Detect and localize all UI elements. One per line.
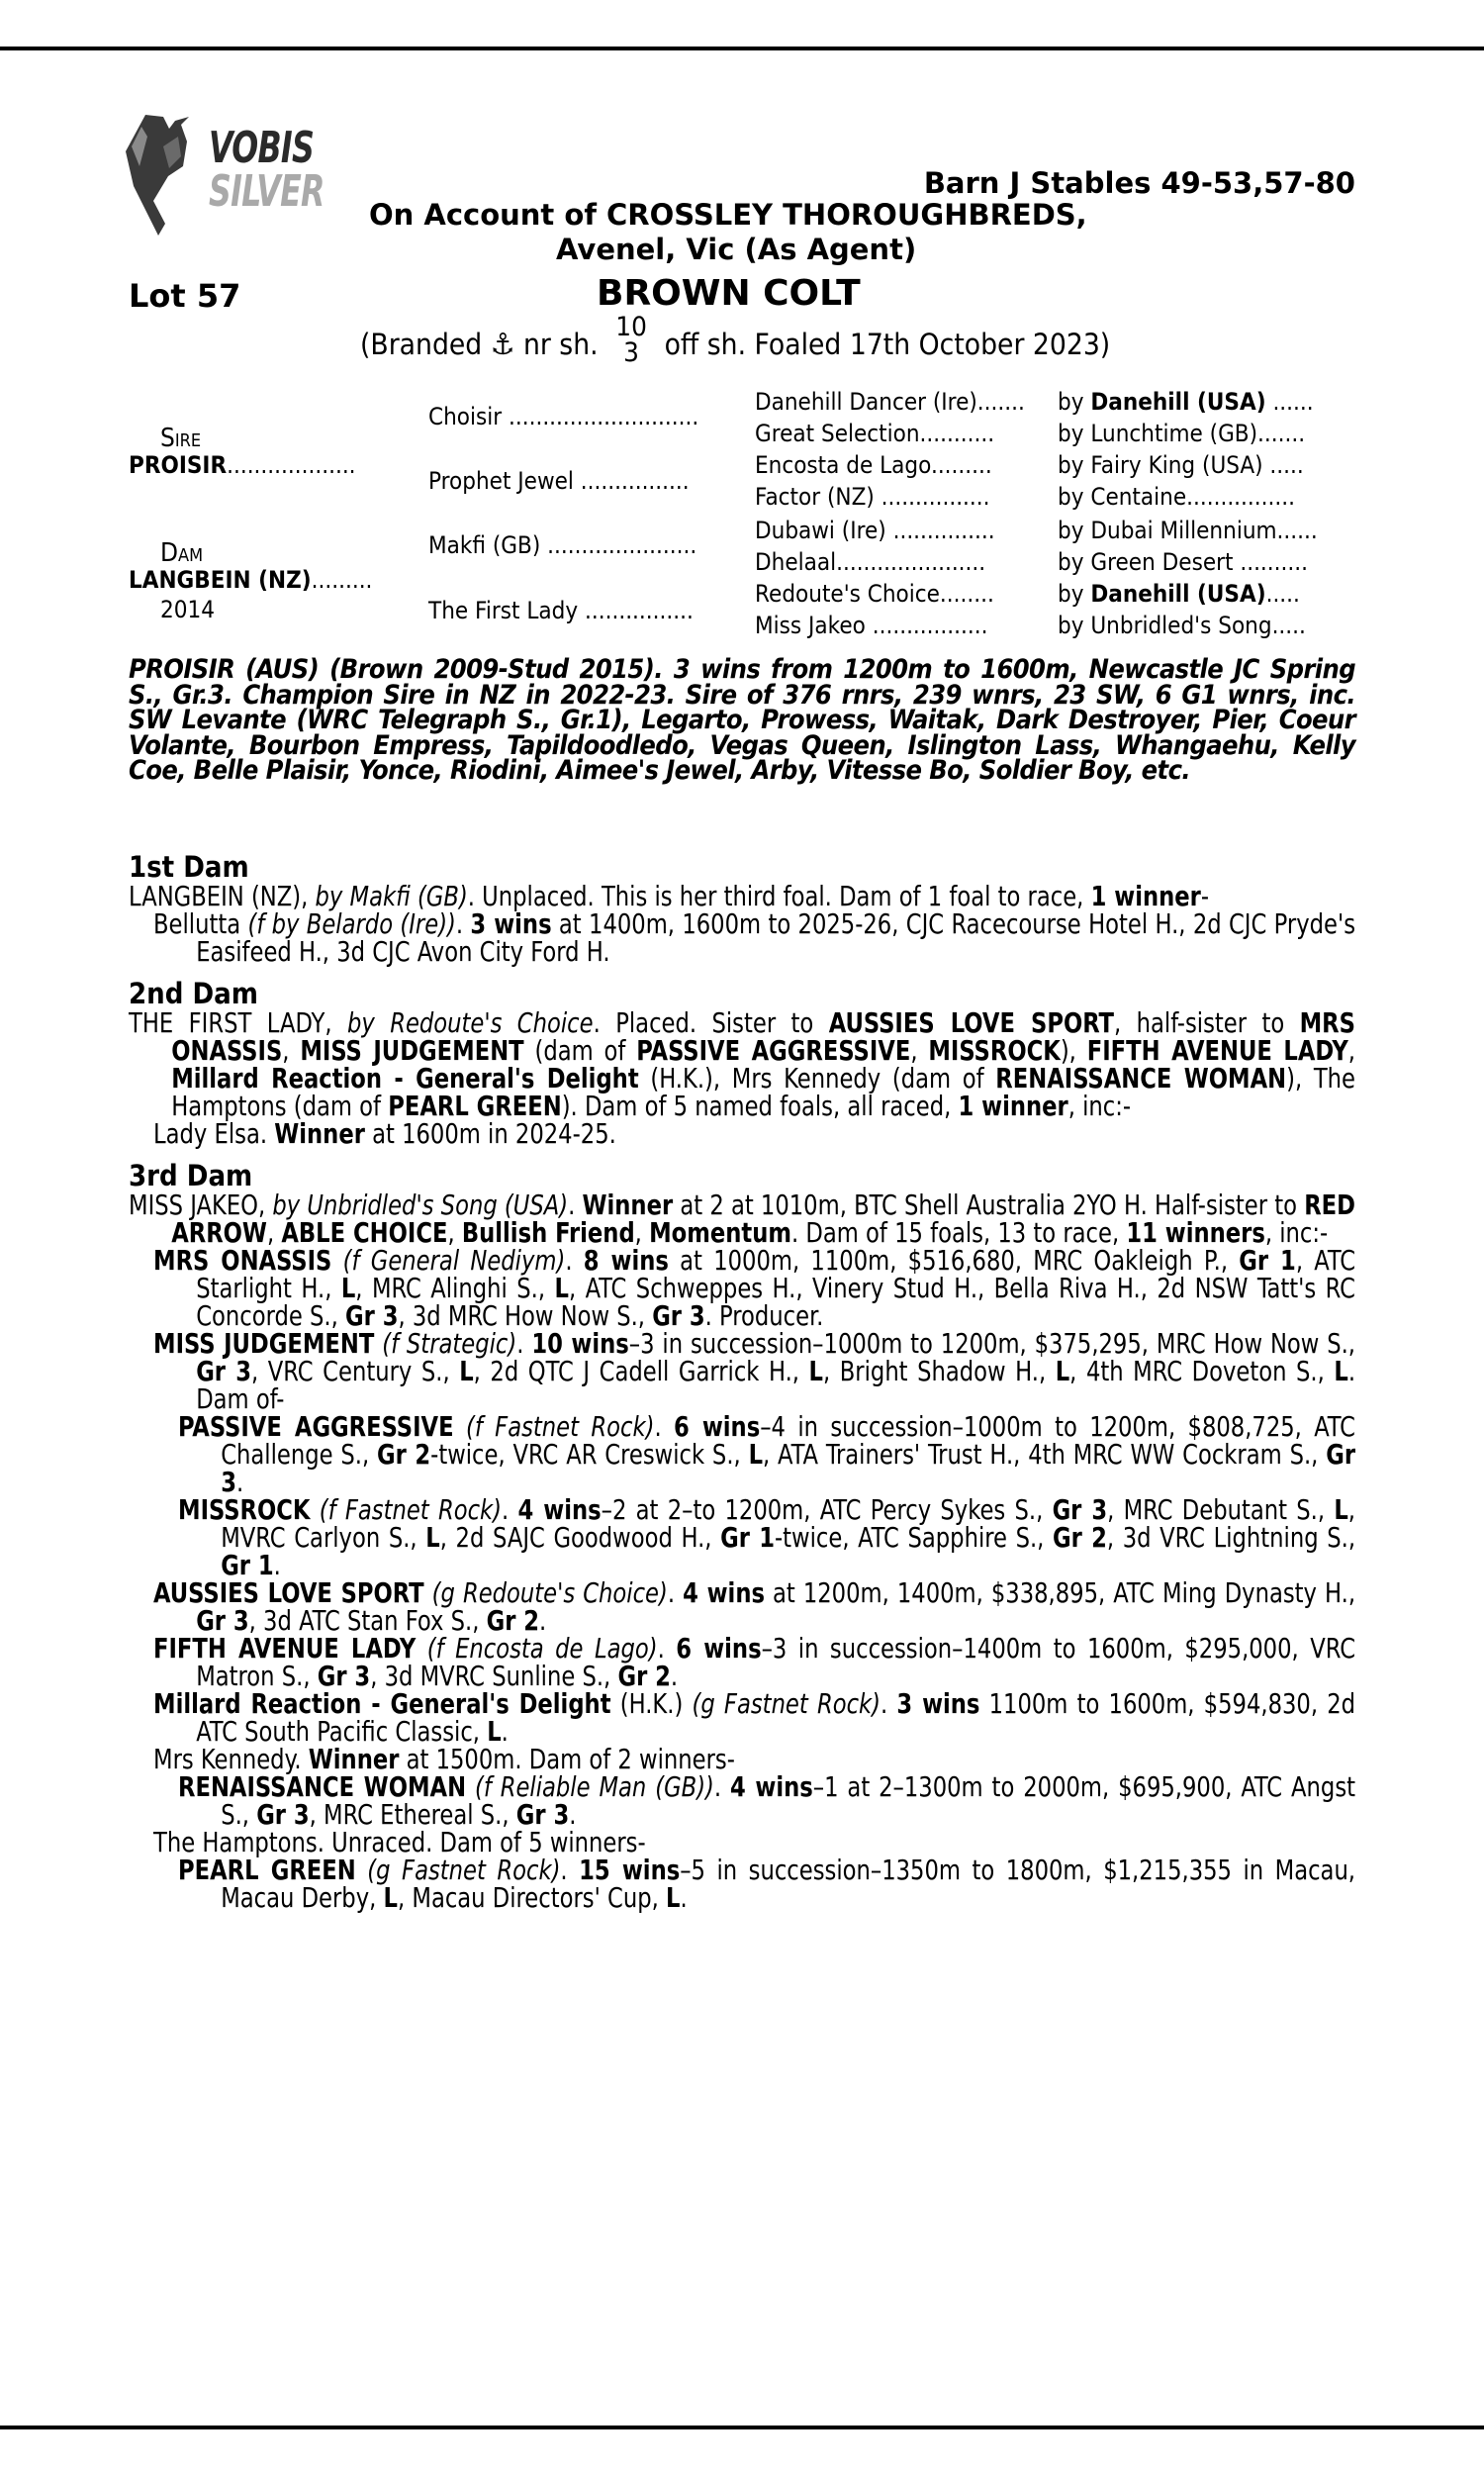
bold-text: Millard Reaction - General's Delight (171, 1062, 639, 1094)
text: , MRC Debutant S., (1107, 1493, 1335, 1526)
bold-text: L (1334, 1355, 1348, 1387)
brand-description (360, 312, 1111, 375)
dam-entry (153, 1327, 1356, 1415)
dam-section-heading: 1st Dam (129, 850, 249, 884)
bold-text: Gr 3 (317, 1660, 371, 1692)
bold-text: Winner (274, 1117, 365, 1150)
text: . (654, 1410, 675, 1443)
text: , 2d QTC J Cadell Garrick H., (473, 1355, 809, 1387)
granddam-paternal: Prophet Jewel ................ (428, 467, 690, 495)
bold-text: Gr 3 (652, 1299, 705, 1332)
text: 1100m to 1600m, $594,830, 2d ATC South Pacific Classic, (196, 1687, 1356, 1748)
vendor-line-2: Avenel, Vic (As Agent) (556, 233, 917, 266)
bold-text: L (425, 1521, 440, 1554)
bold-text: AUSSIES LOVE SPORT (828, 1006, 1115, 1039)
text: . (881, 1687, 897, 1720)
bold-text: 1 winner (1090, 880, 1201, 912)
text: THE FIRST LADY, (129, 1006, 347, 1039)
italic-text: (f General Nediym) (342, 1244, 566, 1277)
text: , VRC Century S., (251, 1355, 460, 1387)
brand-prefix: (Branded (360, 328, 483, 361)
text: . Producer. (704, 1299, 824, 1332)
text: . (565, 1244, 584, 1277)
text: ). Dam of 5 named foals, all raced, (561, 1090, 959, 1122)
bold-text: Winner (308, 1743, 400, 1775)
text: , inc:- (1264, 1216, 1329, 1249)
text: at 1600m in 2024-25. (364, 1117, 616, 1150)
bold-text: L (459, 1355, 474, 1387)
great-grandparent-1: Danehill Dancer (Ire)....... (755, 388, 1025, 416)
bold-text: Gr 1 (1239, 1244, 1296, 1277)
grandsire-maternal: Makfi (GB) ...................... (428, 531, 697, 559)
ggp-sire-1: by Danehill (USA) ...... (1058, 388, 1314, 416)
text: at 1200m, 1400m, $338,895, ATC Ming Dynasty H., (764, 1576, 1356, 1609)
bold-text: FIFTH AVENUE LADY (1086, 1034, 1348, 1067)
bold-text: MISS JUDGEMENT (153, 1327, 375, 1360)
text: (H.K.) (610, 1687, 693, 1720)
bold-text: MRS ONASSIS (171, 1006, 1355, 1067)
dam-entry (153, 1687, 1356, 1748)
italic-text: (g Fastnet Rock) (692, 1687, 881, 1720)
text: , (266, 1216, 282, 1249)
dam-section (129, 1160, 1355, 1912)
text: (dam of (523, 1034, 637, 1067)
bold-text: 1 winner (958, 1090, 1068, 1122)
bold-text: ABLE CHOICE (281, 1216, 448, 1249)
text: . (680, 1881, 688, 1914)
bold-text: 3 wins (470, 907, 552, 940)
text: . (539, 1604, 547, 1637)
italic-text: (f Strategic) (382, 1327, 517, 1360)
text: –1 at 2–1300m to 2000m, $695,900, ATC Angst S., (221, 1770, 1356, 1831)
bold-text: L (666, 1881, 681, 1914)
italic-text: (f Reliable Man (GB)) (474, 1770, 714, 1803)
text: , 3d MVRC Sunline S., (370, 1660, 618, 1692)
great-grandparent-7: Redoute's Choice........ (755, 580, 994, 608)
bold-text: 15 wins (579, 1854, 681, 1886)
italic-text: by Unbridled's Song (USA) (272, 1189, 569, 1221)
dam-entry (153, 1632, 1356, 1692)
bold-text: Winner (582, 1189, 674, 1221)
bold-text: 10 wins (531, 1327, 629, 1360)
bold-text: Millard Reaction - General's Delight (153, 1687, 611, 1720)
dam-entry (153, 1244, 1356, 1332)
text: . (502, 1493, 518, 1526)
bold-text: RENAISSANCE WOMAN (178, 1770, 467, 1803)
lot-number: Lot 57 (129, 277, 241, 315)
grandsire-paternal: Choisir ............................ (428, 403, 699, 430)
text: , ATC Schweppes H., Vinery Stud H., Bella Riva H., 2d NSW Tatt's RC Concorde S., (196, 1272, 1355, 1332)
italic-text: (f Fastnet Rock) (319, 1493, 503, 1526)
bottom-rule (0, 2426, 1484, 2429)
text: (H.K.), Mrs Kennedy (dam of (638, 1062, 996, 1094)
bold-text: Gr 2 (1053, 1521, 1107, 1554)
dam-entry (178, 1493, 1356, 1581)
barn-stables: Barn J Stables 49-53,57-80 (923, 166, 1355, 200)
text: ), (1060, 1034, 1087, 1067)
text: , (634, 1216, 650, 1249)
top-rule (0, 47, 1484, 50)
dam-entry (153, 1743, 1355, 1775)
text: -twice, VRC AR Creswick S., (430, 1438, 749, 1471)
bold-text: L (748, 1438, 764, 1471)
great-grandparent-6: Dhelaal...................... (755, 548, 986, 576)
brand-suffix: off sh. Foaled 17th October 2023) (664, 328, 1111, 361)
dam-entry (153, 907, 1356, 968)
bold-text: Gr 3 (1052, 1493, 1108, 1526)
bold-text: 11 winners (1126, 1216, 1265, 1249)
bold-text: RED ARROW (171, 1189, 1356, 1249)
text: , MRC Ethereal S., (309, 1798, 516, 1831)
dam-entry (178, 1770, 1356, 1831)
text: –5 in succession–1350m to 1800m, $1,215,355 in Macau, Macau Derby, (221, 1854, 1356, 1914)
text: Lady Elsa. (153, 1117, 275, 1150)
brand-fraction-top: 10 (615, 312, 647, 342)
bold-text: PASSIVE AGGRESSIVE (636, 1034, 911, 1067)
text: , (910, 1034, 929, 1067)
text: , 3d MRC How Now S., (398, 1299, 653, 1332)
great-grandparent-2: Great Selection........... (755, 420, 995, 447)
text: , MVRC Carlyon S., (221, 1493, 1356, 1554)
text: ), The Hamptons (dam of (171, 1062, 1355, 1122)
bold-text: Gr 2 (617, 1660, 671, 1692)
bold-text: 4 wins (730, 1770, 813, 1803)
dam-entry (178, 1856, 1355, 1912)
dam-section (129, 851, 1355, 966)
horse-rider-emblem-icon (124, 107, 193, 240)
text: , 2d SAJC Goodwood H., (439, 1521, 721, 1554)
bold-text: MISSROCK (178, 1493, 311, 1526)
bold-text: 8 wins (583, 1244, 669, 1277)
bold-text: PASSIVE AGGRESSIVE (178, 1410, 454, 1443)
dam-name: LANGBEIN (NZ)......... (129, 566, 373, 594)
text: –4 in succession–1000m to 1200m, $808,725, ATC Challenge S., (221, 1410, 1356, 1471)
bold-text: FIFTH AVENUE LADY (153, 1632, 417, 1665)
great-grandparent-4: Factor (NZ) ................ (755, 483, 990, 511)
text: , MRC Alinghi S., (355, 1272, 555, 1304)
italic-text: (f by Belardo (Ire)) (247, 907, 456, 940)
text: , 3d VRC Lightning S., (1106, 1521, 1356, 1554)
bold-text: L (340, 1272, 356, 1304)
text: . (657, 1632, 677, 1665)
bold-text: Momentum (649, 1216, 791, 1249)
dam-entry (153, 1576, 1356, 1637)
bold-text: Gr 1 (720, 1521, 775, 1554)
text: , Macau Directors' Cup, (397, 1881, 667, 1914)
text: . (455, 907, 471, 940)
text: The Hamptons. Unraced. Dam of 5 winners- (153, 1826, 646, 1858)
text: , (282, 1034, 301, 1067)
text: , ATA Trainers' Trust H., 4th MRC WW Cockram S., (763, 1438, 1327, 1471)
text: MISS JAKEO, (129, 1189, 273, 1221)
bold-text: MRS ONASSIS (153, 1244, 332, 1277)
text: LANGBEIN (NZ) (129, 880, 302, 912)
bold-text: MISS JUDGEMENT (300, 1034, 524, 1067)
text: . (568, 1189, 583, 1221)
dam-label: Dam (160, 538, 204, 568)
text: -twice, ATC Sapphire S., (774, 1521, 1054, 1554)
dam-section-heading: 3rd Dam (129, 1159, 253, 1192)
bold-text: Gr 3 (196, 1355, 252, 1387)
dam-entry (129, 1006, 1355, 1122)
text: . Dam of- (196, 1355, 1356, 1415)
dam-entry (129, 1191, 1355, 1247)
text: , inc:- (1067, 1090, 1132, 1122)
bold-text: RENAISSANCE WOMAN (995, 1062, 1287, 1094)
dam-sections (129, 851, 1355, 1912)
italic-text: by Makfi (GB) (315, 880, 468, 912)
logo-word-vobis: VOBIS (209, 123, 315, 173)
bold-text: Gr 1 (221, 1549, 274, 1581)
brand-near-side: nr sh. (522, 328, 599, 361)
text: at 1500m. Dam of 2 winners- (399, 1743, 735, 1775)
text: , half-sister to (1114, 1006, 1300, 1039)
text: . (670, 1660, 679, 1692)
ggp-sire-4: by Centaine................ (1058, 483, 1295, 511)
bold-text: L (1055, 1355, 1070, 1387)
ggp-sire-7: by Danehill (USA)..... (1058, 580, 1300, 608)
sire-name: PROISIR................... (129, 451, 356, 479)
italic-text: (g Fastnet Rock) (367, 1854, 561, 1886)
dam-section (129, 978, 1355, 1148)
great-grandparent-3: Encosta de Lago......... (755, 451, 992, 479)
text: . Placed. Sister to (593, 1006, 829, 1039)
text: at 1000m, 1100m, $516,680, MRC Oakleigh P., (668, 1244, 1240, 1277)
bold-text: 4 wins (683, 1576, 765, 1609)
bold-text: L (487, 1715, 502, 1748)
italic-text: (f Encosta de Lago) (426, 1632, 658, 1665)
ggp-sire-3: by Fairy King (USA) ..... (1058, 451, 1304, 479)
bold-text: Gr 2 (377, 1438, 431, 1471)
bold-text: Gr 3 (221, 1438, 1356, 1498)
dam-foaled-year: 2014 (160, 596, 215, 623)
bold-text: 6 wins (674, 1410, 761, 1443)
text: - (1200, 880, 1210, 912)
text: –3 in succession–1400m to 1600m, $295,000, VRC Matron S., (196, 1632, 1356, 1692)
bold-text: L (808, 1355, 823, 1387)
text: . (667, 1576, 684, 1609)
text: at 2 at 1010m, BTC Shell Australia 2YO H. Half-sister to (673, 1189, 1305, 1221)
text: –2 at 2–to 1200m, ATC Percy Sykes S., (601, 1493, 1053, 1526)
bold-text: Gr 3 (196, 1604, 249, 1637)
bold-text: Gr 3 (345, 1299, 399, 1332)
text: . (235, 1466, 244, 1498)
vendor-line-1: On Account of CROSSLEY THOROUGHBREDS, (369, 198, 1087, 232)
ggp-sire-8: by Unbridled's Song..... (1058, 612, 1306, 639)
dam-section-heading: 2nd Dam (129, 977, 258, 1010)
italic-text: by Redoute's Choice (346, 1006, 594, 1039)
text: . (569, 1798, 577, 1831)
vobis-silver-logo (124, 107, 325, 240)
text: , (447, 1216, 462, 1249)
text: , ATC Starlight H., (196, 1244, 1356, 1304)
sire-label: Sire (160, 424, 202, 453)
great-grandparent-8: Miss Jakeo ................. (755, 612, 988, 639)
bold-text: Bullish Friend (461, 1216, 635, 1249)
lot-title: BROWN COLT (597, 273, 861, 314)
dam-entry (153, 1117, 1355, 1150)
anchor-brand-icon: ⚓ (490, 328, 515, 362)
brand-fraction (615, 312, 647, 368)
dam-entry (178, 1410, 1356, 1498)
dam-entry (129, 880, 1355, 912)
text: . (560, 1854, 580, 1886)
bold-text: 6 wins (676, 1632, 762, 1665)
text: . (516, 1327, 532, 1360)
text: , 4th MRC Doveton S., (1069, 1355, 1335, 1387)
italic-text: (g Redoute's Choice) (431, 1576, 668, 1609)
text: . (501, 1715, 509, 1748)
granddam-maternal: The First Lady ................ (428, 597, 694, 624)
text: at 1400m, 1600m to 2025-26, CJC Racecourse Hotel H., 2d CJC Pryde's Easifeed H., 3d CJC Avon City Ford H. (196, 907, 1356, 968)
text: . Unplaced. This is her third foal. Dam of 1 foal to race, (467, 880, 1091, 912)
sire-summary: PROISIR (AUS) (Brown 2009-Stud 2015). 3 wins from 1200m to 1600m, Newcastle JC Spring S., Gr.3. Champion Sire in NZ in 2022-23. Sire of 376 rnrs, 239 wnrs, 23 SW, 6 G1 wnrs, inc. SW Levante (WRC Telegraph S., Gr.1), Legarto, Prowess, Waitak, Dark Destroyer, Pier, Coeur Volante, Bourbon Empress, Tapildoodledo, Vegas Queen, Islington Lass, Whangaehu, Kelly Coe, Belle Plaisir, Yonce, Riodini, Aimee's Jewel, Arby, Vitesse Bo, Soldier Boy, etc. (129, 654, 1355, 786)
ggp-sire-5: by Dubai Millennium...... (1058, 517, 1318, 544)
bold-text: Gr 2 (486, 1604, 540, 1637)
bold-text: L (554, 1272, 569, 1304)
bold-text: MISSROCK (928, 1034, 1061, 1067)
text: . (713, 1770, 731, 1803)
bold-text: L (1334, 1493, 1348, 1526)
text: . Dam of 15 foals, 13 to race, (790, 1216, 1127, 1249)
italic-text: (f Fastnet Rock) (465, 1410, 655, 1443)
text: Bellutta (153, 907, 248, 940)
bold-text: Gr 3 (515, 1798, 570, 1831)
bold-text: Gr 3 (256, 1798, 310, 1831)
text: , 3d ATC Stan Fox S., (248, 1604, 487, 1637)
text: , (1347, 1034, 1355, 1067)
bold-text: PEARL GREEN (388, 1090, 562, 1122)
brand-fraction-bottom: 3 (623, 337, 639, 368)
logo-word-silver: SILVER (209, 166, 325, 217)
ggp-sire-6: by Green Desert .......... (1058, 548, 1308, 576)
bold-text: AUSSIES LOVE SPORT (153, 1576, 424, 1609)
great-grandparent-5: Dubawi (Ire) ............... (755, 517, 995, 544)
bold-text: 4 wins (517, 1493, 602, 1526)
text: . (273, 1549, 281, 1581)
text: , (301, 880, 316, 912)
text: Mrs Kennedy. (153, 1743, 309, 1775)
bold-text: PEARL GREEN (178, 1854, 356, 1886)
bold-text: 3 wins (896, 1687, 980, 1720)
text: –3 in succession–1000m to 1200m, $375,295, MRC How Now S., (628, 1327, 1355, 1360)
ggp-sire-2: by Lunchtime (GB)....... (1058, 420, 1306, 447)
dam-entry (153, 1826, 1355, 1858)
bold-text: L (383, 1881, 398, 1914)
text: , Bright Shadow H., (822, 1355, 1056, 1387)
